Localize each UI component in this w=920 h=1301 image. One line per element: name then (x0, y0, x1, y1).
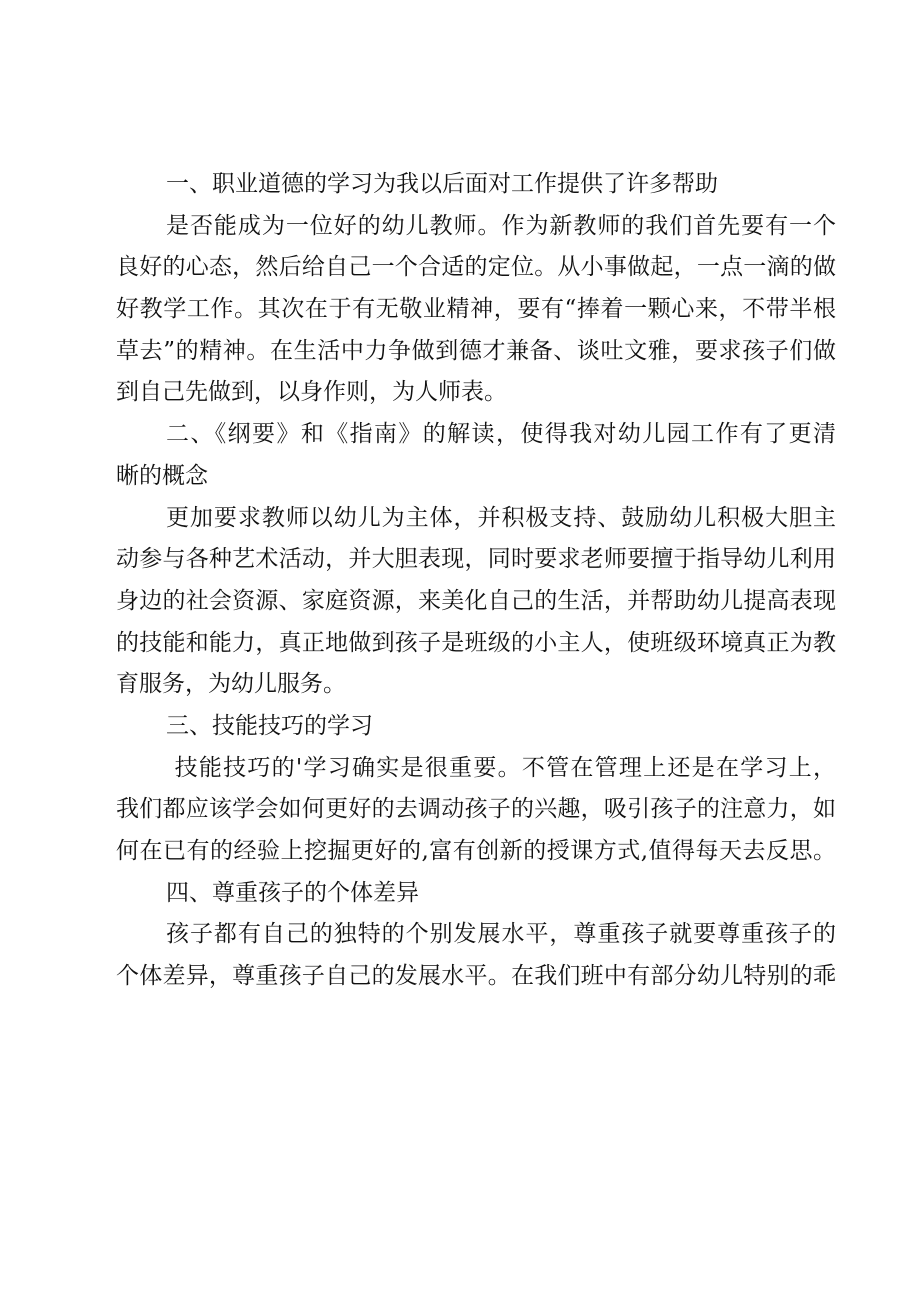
paragraph-line: 我们都应该学会如何更好的去调动孩子的兴趣，吸引孩子的注意力，如 (116, 796, 836, 823)
paragraph-2 (116, 498, 836, 706)
paragraph-line: 何在已有的经验上挖掘更好的,富有创新的授课方式,值得每天去反思。 (116, 838, 836, 864)
paragraph-line: 草去”的精神。在生活中力争做到德才兼备、谈吐文雅，要求孩子们做 (116, 337, 836, 364)
section-heading-4 (116, 873, 836, 915)
paragraph-line: 身边的社会资源、家庭资源，来美化自己的生活，并帮助幼儿提高表现 (116, 587, 836, 614)
heading-line: 三、技能技巧的学习 (166, 712, 373, 739)
paragraph-4 (116, 914, 836, 997)
paragraph-line: 良好的心态，然后给自己一个合适的定位。从小事做起，一点一滴的做 (116, 254, 836, 281)
document-body (116, 164, 836, 998)
heading-line: 四、尊重孩子的个体差异 (166, 879, 419, 906)
paragraph-line: 的技能和能力，真正地做到孩子是班级的小主人，使班级环境真正为教 (116, 629, 836, 656)
paragraph-line: 好教学工作。其次在于有无敬业精神，要有“捧着一颗心来，不带半根 (116, 296, 836, 323)
heading-line: 晰的概念 (116, 462, 208, 489)
paragraph-line: 孩子都有自己的独特的个别发展水平，尊重孩子就要尊重孩子的 (166, 921, 836, 948)
heading-line: 二、《纲要》和《指南》的解读，使得我对幼儿园工作有了更清 (166, 421, 836, 448)
paragraph-line: 到自己先做到，以身作则，为人师表。 (116, 379, 507, 406)
paragraph-line: 技能技巧的'学习确实是很重要。不管在管理上还是在学习上， (166, 754, 836, 781)
paragraph-1 (116, 206, 836, 414)
paragraph-3 (116, 748, 836, 873)
paragraph-line: 动参与各种艺术活动，并大胆表现，同时要求老师要擅于指导幼儿利用 (116, 546, 836, 573)
paragraph-line: 育服务，为幼儿服务。 (116, 671, 346, 698)
heading-line: 一、职业道德的学习为我以后面对工作提供了许多帮助 (166, 171, 718, 197)
paragraph-line: 个体差异，尊重孩子自己的发展水平。在我们班中有部分幼儿特别的乖 (116, 963, 836, 990)
paragraph-line: 更加要求教师以幼儿为主体，并积极支持、鼓励幼儿积极大胆主 (166, 504, 836, 531)
section-heading-2 (116, 414, 836, 497)
section-heading-1 (116, 164, 836, 206)
section-heading-3 (116, 706, 836, 748)
paragraph-line: 是否能成为一位好的幼儿教师。作为新教师的我们首先要有一个 (166, 212, 836, 239)
